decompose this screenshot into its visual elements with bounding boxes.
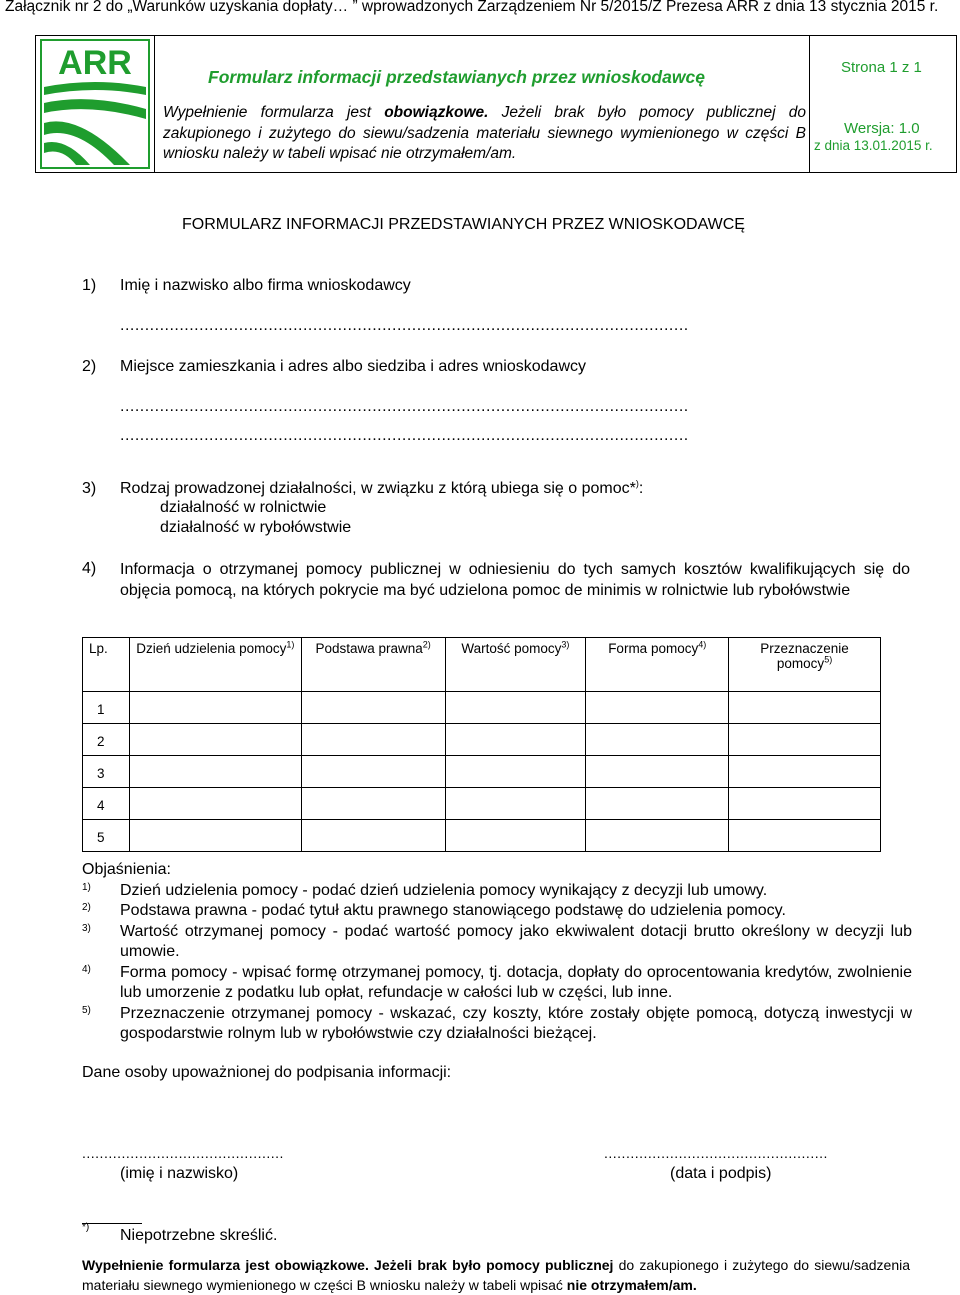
header-note [163, 103, 806, 165]
explanation-text: Przeznaczenie otrzymanej pomocy - wskazać, czy koszty, które zostały objęte pomocą, dotyczą inwestycji w gospodarstwie rolnym lub w rybołówstwie czy działalności bieżącej. [120, 1004, 912, 1042]
col-header-value-sup: 3) [561, 639, 570, 650]
footnote-text: Niepotrzebne skreślić. [120, 1227, 278, 1244]
table-cell[interactable] [445, 820, 586, 852]
table-cell[interactable] [301, 756, 445, 788]
version-date: z dnia 13.01.2015 r. [814, 138, 933, 153]
section-2-label: Miejsce zamieszkania i adres albo siedziba i adres wnioskodawcy [120, 358, 586, 375]
row-number: 4 [83, 788, 130, 820]
explanation-text: Forma pomocy - wpisać formę otrzymanej pomocy, tj. dotacja, dopłaty do oprocentowania kredytów, zwolnienie lub umorzenie z podatku lub opłat, refundacje w całości lub w części, lub inne. [120, 963, 912, 1001]
date-signature-field[interactable]: ................................................... [604, 1145, 828, 1161]
table-cell[interactable] [301, 820, 445, 852]
explanation-text: Dzień udzielenia pomocy - podać dzień udzielenia pomocy wynikający z decyzji lub umowy. [120, 881, 768, 899]
table-cell[interactable] [586, 820, 729, 852]
table-cell[interactable] [301, 788, 445, 820]
col-header-form-sup: 4) [698, 639, 707, 650]
address-field-line-1[interactable]: ................................................................................................................... [120, 398, 689, 415]
option-agriculture[interactable]: działalność w rolnictwie [160, 499, 327, 516]
table-row [83, 788, 881, 820]
arr-logo [40, 39, 150, 169]
explanation-item [82, 963, 912, 1004]
explanation-item [82, 901, 912, 922]
col-header-day-text: Dzień udzielenia pomocy [136, 641, 287, 656]
col-header-legal-basis [301, 638, 445, 692]
page-indicator: Strona 1 z 1 [841, 59, 922, 76]
authorized-person-label: Dane osoby upoważnionej do podpisania informacji: [82, 1064, 452, 1081]
header-note-rest: Jeżeli brak było pomocy publicznej do zakupionego i zużytego do siewu/sadzenia materiału siewnego wymienionego w części B wniosku należy w tabeli wpisać nie otrzymałem/am. [163, 104, 806, 162]
table-row [83, 724, 881, 756]
table-cell[interactable] [586, 692, 729, 724]
table-row [83, 756, 881, 788]
page-title: FORMULARZ INFORMACJI PRZEDSTAWIANYCH PRZEZ WNIOSKODAWCĘ [182, 216, 745, 233]
table-row [83, 820, 881, 852]
col-header-day [129, 638, 301, 692]
name-signature-field[interactable]: .............................................. [82, 1145, 284, 1161]
table-cell[interactable] [729, 724, 881, 756]
address-field-line-2[interactable]: ................................................................................................................... [120, 427, 689, 444]
table-header-row [83, 638, 881, 692]
date-caption: (data i podpis) [670, 1165, 772, 1182]
row-number: 5 [83, 820, 130, 852]
col-header-form [586, 638, 729, 692]
row-number: 2 [83, 724, 130, 756]
section-3-colon: : [638, 480, 644, 497]
table-cell[interactable] [301, 724, 445, 756]
table-cell[interactable] [445, 692, 586, 724]
header-note-prefix: Wypełnienie formularza jest [163, 104, 385, 121]
table-cell[interactable] [129, 692, 301, 724]
explanation-number: 4) [82, 963, 91, 975]
footer-text: do zakupionego i zużytego do siewu/sadzenia materiału siewnego wymienionego w części B wniosku należy w tabeli wpisać [82, 1257, 910, 1293]
footnote-mark: *) [82, 1222, 90, 1233]
section-3-label [120, 480, 643, 498]
table-cell[interactable] [445, 724, 586, 756]
version-label: Wersja: 1.0 [844, 120, 920, 137]
table-cell[interactable] [129, 756, 301, 788]
section-1-label: Imię i nazwisko albo firma wnioskodawcy [120, 277, 411, 294]
explanation-number: 3) [82, 922, 91, 934]
col-header-legal-basis-sup: 2) [422, 639, 431, 650]
table-cell[interactable] [729, 820, 881, 852]
option-fishery[interactable]: działalność w rybołówstwie [160, 519, 352, 536]
table-cell[interactable] [301, 692, 445, 724]
section-2-number: 2) [82, 358, 97, 375]
row-number: 3 [83, 756, 130, 788]
table-cell[interactable] [129, 788, 301, 820]
header-divider-right [809, 36, 810, 172]
section-4-label: Informacja o otrzymanej pomocy publicznej w odniesieniu do tych samych kosztów kwalifikujących się do objęcia pomocą, na których pokrycie ma być udzielona pomoc de minimis w rolnictwie lub rybołówstwie [120, 561, 910, 599]
explanation-text: Podstawa prawna - podać tytuł aktu prawnego stanowiącego podstawę do udzielenia pomocy. [120, 902, 786, 919]
col-header-form-text: Forma pomocy [608, 641, 699, 656]
table-cell[interactable] [729, 692, 881, 724]
section-3-label-text: Rodzaj prowadzonej działalności, w związku z którą ubiega się o pomoc* [120, 480, 636, 497]
table-cell[interactable] [586, 788, 729, 820]
col-header-value-text: Wartość pomocy [461, 641, 562, 656]
explanations-title: Objaśnienia: [82, 861, 171, 878]
footer-bold-end: nie otrzymałem/am. [566, 1277, 697, 1293]
col-header-purpose-text: Przeznaczenie pomocy [760, 641, 849, 671]
table-cell[interactable] [586, 724, 729, 756]
table-cell[interactable] [729, 756, 881, 788]
explanation-text: Wartość otrzymanej pomocy - podać wartość pomocy jako ekwiwalent dotacji brutto określony w decyzji lub umowie. [120, 922, 912, 960]
explanation-number: 5) [82, 1004, 91, 1016]
header-box [35, 35, 957, 173]
footer-note [82, 1255, 910, 1295]
explanation-item [82, 881, 912, 902]
table-cell[interactable] [445, 756, 586, 788]
explanation-item [82, 922, 912, 963]
footer-bold-start: Wypełnienie formularza jest obowiązkowe. Jeżeli brak było pomocy publicznej [82, 1257, 614, 1273]
col-header-lp: Lp. [83, 638, 130, 692]
col-header-purpose [729, 638, 881, 692]
svg-text:ARR: ARR [58, 44, 132, 82]
name-caption: (imię i nazwisko) [120, 1165, 239, 1182]
footnote-separator [82, 1223, 142, 1224]
table-cell[interactable] [729, 788, 881, 820]
form-header-title: Formularz informacji przedstawianych przez wnioskodawcę [208, 67, 705, 87]
table-cell[interactable] [129, 820, 301, 852]
explanation-number: 1) [82, 881, 91, 893]
table-cell[interactable] [586, 756, 729, 788]
explanation-number: 2) [82, 902, 91, 913]
section-1-number: 1) [82, 277, 97, 294]
explanations [82, 860, 912, 1045]
attachment-header: Załącznik nr 2 do „Warunków uzyskania dopłaty… ” wprowadzonych Zarządzeniem Nr 5/2015/Z Prezesa ARR z dnia 13 stycznia 2015 r. [5, 0, 939, 15]
table-cell[interactable] [129, 724, 301, 756]
header-divider-left [154, 36, 155, 172]
section-3-number: 3) [82, 480, 97, 497]
applicant-name-field[interactable]: ................................................................................................................... [120, 317, 689, 334]
table-row [83, 692, 881, 724]
aid-table [82, 637, 881, 852]
explanation-item [82, 1004, 912, 1045]
row-number: 1 [83, 692, 130, 724]
col-header-purpose-sup: 5) [824, 654, 833, 665]
header-note-bold: obowiązkowe. [384, 104, 489, 121]
section-4-number: 4) [82, 560, 97, 577]
table-cell[interactable] [445, 788, 586, 820]
col-header-day-sup: 1) [286, 639, 295, 650]
section-3-sup: ) [635, 478, 639, 489]
col-header-value [445, 638, 586, 692]
col-header-legal-basis-text: Podstawa prawna [315, 641, 423, 656]
